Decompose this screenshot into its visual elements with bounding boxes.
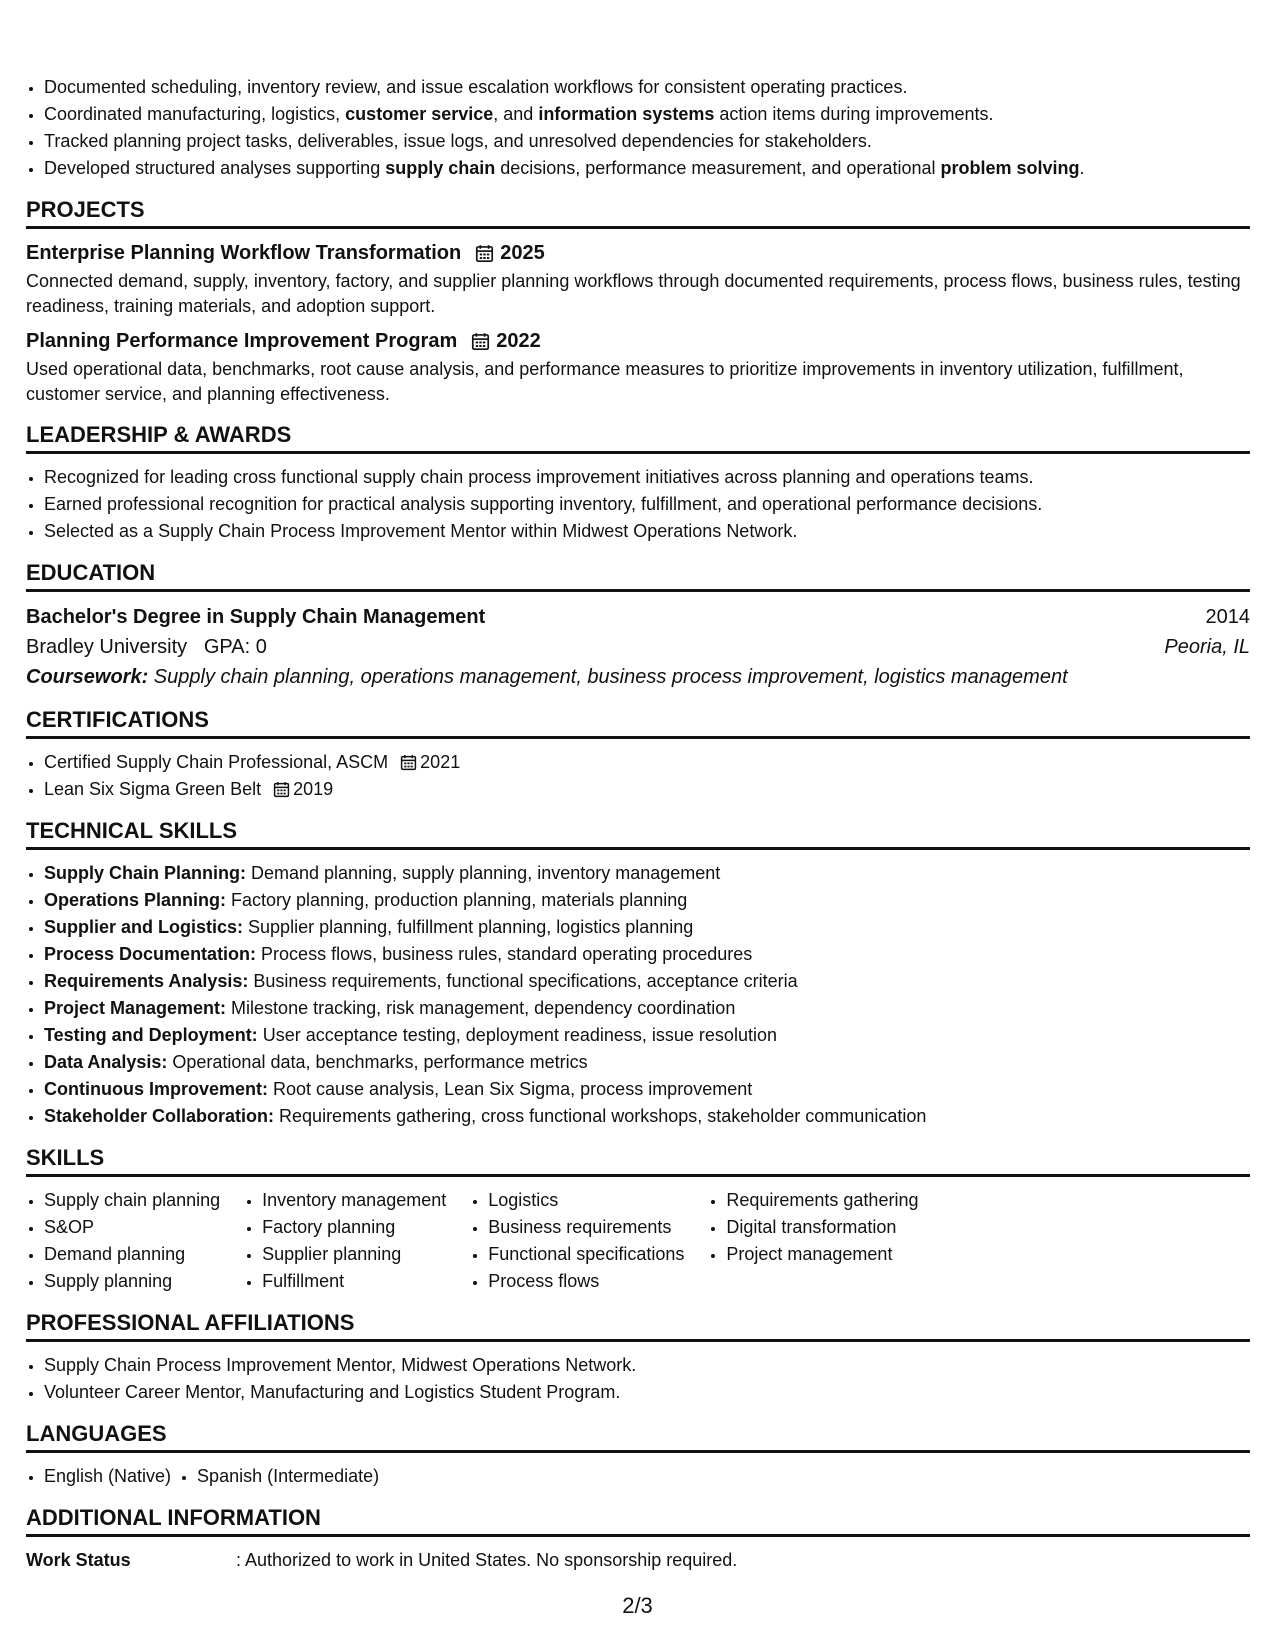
project-year: 2025 [500,242,545,264]
degree-year: 2014 [1205,606,1250,628]
leadership-heading: LEADERSHIP & AWARDS [26,421,1250,454]
skill-item: • Digital transformation [726,1214,918,1241]
skill-category: Operations Planning: [44,890,227,910]
technical-skills-list [26,860,1250,1130]
skill-item: • Logistics [488,1187,684,1214]
bullet-text: Tracked planning project tasks, deliverables, issue logs, and unresolved dependencies for stakeholders. [44,131,872,151]
project-entry [26,239,1250,319]
project-description: Connected demand, supply, inventory, factory, and supplier planning workflows through documented requirements, process flows, business rules, testing readiness, training materials, and adoption support. [26,271,1241,316]
affiliations-heading: PROFESSIONAL AFFILIATIONS [26,1309,1250,1342]
skill-item: • Process flows [488,1268,684,1295]
skill-category: Stakeholder Collaboration: [44,1106,275,1126]
bullet-text: , and [493,104,539,124]
skill-details: Requirements gathering, cross functional workshops, stakeholder communication [274,1106,927,1126]
work-status-row [26,1547,1250,1573]
skill-category: Supplier and Logistics: [44,917,244,937]
skill-details: Business requirements, functional specifications, acceptance criteria [248,971,798,991]
skill-details: Root cause analysis, Lean Six Sigma, process improvement [268,1079,753,1099]
technical-skill-item [44,995,1250,1022]
skills-heading: SKILLS [26,1144,1250,1177]
skills-column [244,1187,446,1295]
skill-item: • S&OP [44,1214,220,1241]
skills-column [26,1187,220,1295]
project-title-row [26,327,1250,355]
languages-list [26,1463,1250,1490]
skill-category: Project Management: [44,998,227,1018]
skill-item: • Project management [726,1241,918,1268]
certification-year: 2019 [293,779,334,799]
education-heading: EDUCATION [26,559,1250,592]
skill-item: • Fulfillment [262,1268,446,1295]
degree-name: Bachelor's Degree in Supply Chain Management [26,606,486,628]
list-item: • Supply Chain Process Improvement Mentor, Midwest Operations Network. [44,1352,1250,1379]
experience-bullet [44,74,1250,101]
school-line: Bradley University GPA: 0 [26,636,267,658]
coursework-label: Coursework: [26,666,149,688]
additional-info-heading: ADDITIONAL INFORMATION [26,1504,1250,1537]
skill-category: Supply Chain Planning: [44,863,246,883]
technical-skill-item [44,887,1250,914]
page-number: 2/3 [622,1593,653,1618]
project-entry [26,327,1250,407]
school-location: Peoria, IL [1164,636,1250,658]
project-description: Used operational data, benchmarks, root cause analysis, and performance measures to prioritize improvements in inventory utilization, fulfillment, customer service, and planning effectiveness. [26,359,1184,404]
skill-item: • Inventory management [262,1187,446,1214]
experience-bullet [44,101,1250,128]
experience-bullets [26,74,1250,182]
skill-details: Supplier planning, fulfillment planning, logistics planning [243,917,694,937]
skill-item: • Factory planning [262,1214,446,1241]
skill-category: Requirements Analysis: [44,971,249,991]
technical-skill-item [44,1049,1250,1076]
languages-heading: LANGUAGES [26,1420,1250,1453]
technical-skill-item [44,941,1250,968]
language-item: • English (Native) [44,1463,171,1490]
certification-name: Lean Six Sigma Green Belt [44,779,262,799]
bullet-text: Developed structured analyses supporting [44,158,386,178]
keyword-bold: problem solving [940,158,1080,178]
technical-skill-item [44,1103,1250,1130]
technical-skills-heading: TECHNICAL SKILLS [26,817,1250,850]
skill-item: • Requirements gathering [726,1187,918,1214]
skills-column [708,1187,918,1295]
skills-column [470,1187,684,1295]
keyword-bold: supply chain [385,158,496,178]
list-item: • Volunteer Career Mentor, Manufacturing and Logistics Student Program. [44,1379,1250,1406]
calendar-icon [475,244,494,263]
technical-skill-item [44,968,1250,995]
bullet-text: action items during improvements. [714,104,994,124]
work-status-value: : Authorized to work in United States. No sponsorship required. [236,1550,738,1570]
projects-list [26,239,1250,407]
list-item: • Selected as a Supply Chain Process Improvement Mentor within Midwest Operations Network. [44,518,1250,545]
project-name: Enterprise Planning Workflow Transformation [26,242,462,264]
keyword-bold: customer service [345,104,494,124]
resume-page [26,74,1250,1573]
work-status-label: Work Status [26,1550,131,1570]
skill-category: Testing and Deployment: [44,1025,258,1045]
language-item: • Spanish (Intermediate) [197,1463,379,1490]
skill-details: User acceptance testing, deployment readiness, issue resolution [257,1025,777,1045]
certification-item [44,776,1250,803]
technical-skill-item [44,860,1250,887]
education-entry [26,602,1250,692]
skill-category: Process Documentation: [44,944,257,964]
list-item: • Recognized for leading cross functional supply chain process improvement initiatives across planning and operations teams. [44,464,1250,491]
experience-bullet [44,128,1250,155]
certifications-heading: CERTIFICATIONS [26,706,1250,739]
bullet-text: decisions, performance measurement, and operational [495,158,941,178]
calendar-icon [471,332,490,351]
experience-bullet [44,155,1250,182]
coursework [26,662,1250,692]
skill-details: Factory planning, production planning, materials planning [226,890,688,910]
skill-item: • Functional specifications [488,1241,684,1268]
skill-details: Demand planning, supply planning, inventory management [246,863,721,883]
project-name: Planning Performance Improvement Program [26,330,458,352]
certifications-list [26,749,1250,803]
skill-item: • Supply planning [44,1268,220,1295]
skill-category: Data Analysis: [44,1052,168,1072]
technical-skill-item [44,1022,1250,1049]
skill-item: • Business requirements [488,1214,684,1241]
affiliations-list [26,1352,1250,1406]
calendar-icon [400,754,417,771]
technical-skill-item [44,1076,1250,1103]
project-year: 2022 [496,330,541,352]
skill-item: • Supply chain planning [44,1187,220,1214]
list-item: • Earned professional recognition for practical analysis supporting inventory, fulfillment, and operational performance decisions. [44,491,1250,518]
coursework-text: Supply chain planning, operations management, business process improvement, logistics management [148,666,1068,688]
bullet-text: Documented scheduling, inventory review, and issue escalation workflows for consistent operating practices. [44,77,908,97]
projects-heading: PROJECTS [26,196,1250,229]
skill-details: Operational data, benchmarks, performance metrics [167,1052,588,1072]
skill-category: Continuous Improvement: [44,1079,268,1099]
certification-item [44,749,1250,776]
leadership-list [26,464,1250,545]
skill-details: Process flows, business rules, standard operating procedures [256,944,753,964]
project-title-row [26,239,1250,267]
skills-grid [26,1187,1250,1295]
certification-year: 2021 [420,752,461,772]
technical-skill-item [44,914,1250,941]
keyword-bold: information systems [538,104,715,124]
bullet-text: . [1079,158,1085,178]
skill-details: Milestone tracking, risk management, dependency coordination [226,998,736,1018]
certification-name: Certified Supply Chain Professional, ASCM [44,752,389,772]
calendar-icon [273,781,290,798]
skill-item: • Supplier planning [262,1241,446,1268]
skill-item: • Demand planning [44,1241,220,1268]
bullet-text: Coordinated manufacturing, logistics, [44,104,346,124]
